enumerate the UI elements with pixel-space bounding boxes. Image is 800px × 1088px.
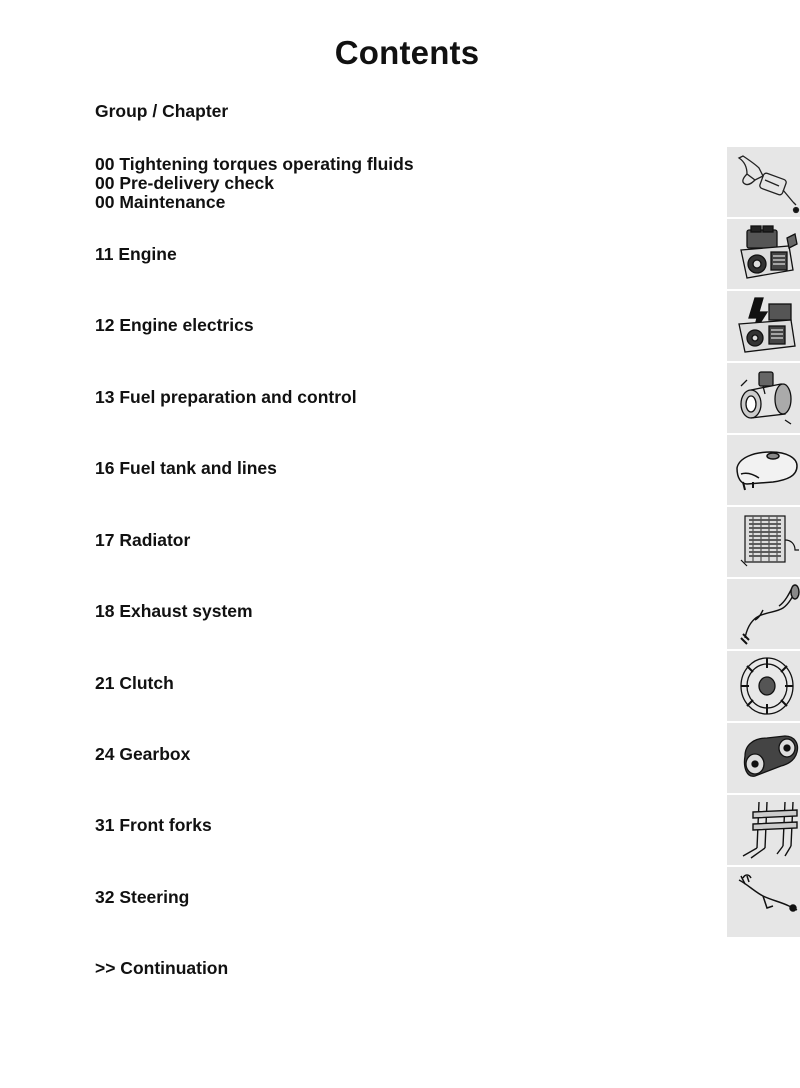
toc-entry-label[interactable]: 24 Gearbox xyxy=(95,744,191,764)
gearbox-belt-icon xyxy=(733,726,800,790)
fuel-tank-icon xyxy=(733,438,800,502)
toc-entry-radiator[interactable] xyxy=(95,531,190,550)
oil-can-icon xyxy=(733,150,800,214)
toc-entry-label[interactable]: 13 Fuel preparation and control xyxy=(95,387,357,407)
tab-engine-electrics[interactable] xyxy=(727,291,800,361)
clutch-icon xyxy=(733,654,800,718)
continuation-link[interactable]: >> Continuation xyxy=(95,958,229,978)
toc-entry-group-00[interactable] xyxy=(95,155,414,212)
toc-entry-label[interactable]: 12 Engine electrics xyxy=(95,315,254,335)
toc-entry-label[interactable]: 21 Clutch xyxy=(95,673,174,693)
toc-entry-label[interactable]: 00 Maintenance xyxy=(95,192,226,212)
tab-engine[interactable] xyxy=(727,219,800,289)
toc-entry-engine[interactable] xyxy=(95,245,177,264)
steering-icon xyxy=(733,870,800,934)
toc-entry-clutch[interactable] xyxy=(95,674,174,693)
toc-entry-fuel-preparation[interactable] xyxy=(95,388,357,407)
tab-clutch[interactable] xyxy=(727,651,800,721)
toc-entry-label[interactable]: 32 Steering xyxy=(95,887,190,907)
toc-entry-label[interactable]: 18 Exhaust system xyxy=(95,601,253,621)
engine-icon xyxy=(733,222,800,286)
toc-entry-steering[interactable] xyxy=(95,888,189,907)
toc-entry-label[interactable]: 16 Fuel tank and lines xyxy=(95,458,277,478)
toc-entry-label[interactable]: 00 Pre-delivery check xyxy=(95,173,275,193)
tab-group-00[interactable] xyxy=(727,147,800,217)
page-title: Contents xyxy=(334,34,480,71)
toc-entry-label[interactable]: 00 Tightening torques operating fluids xyxy=(95,154,414,174)
chapter-tab-strip xyxy=(727,147,800,934)
toc-entry-label[interactable]: 11 Engine xyxy=(95,244,177,264)
engine-electrics-icon xyxy=(733,294,800,358)
tab-steering[interactable] xyxy=(727,867,800,937)
tab-front-forks[interactable] xyxy=(727,795,800,865)
toc-entry-label[interactable]: 17 Radiator xyxy=(95,530,191,550)
tab-radiator[interactable] xyxy=(727,507,800,577)
toc-entry-fuel-tank[interactable] xyxy=(95,459,277,478)
tab-gearbox[interactable] xyxy=(727,723,800,793)
toc-entry-front-forks[interactable] xyxy=(95,816,212,835)
front-forks-icon xyxy=(733,798,800,862)
tab-fuel-preparation[interactable] xyxy=(727,363,800,433)
toc-entry-label[interactable]: 31 Front forks xyxy=(95,815,212,835)
group-chapter-heading: Group / Chapter xyxy=(95,101,229,121)
toc-entry-gearbox[interactable] xyxy=(95,745,190,764)
tab-fuel-tank[interactable] xyxy=(727,435,800,505)
exhaust-icon xyxy=(733,582,800,646)
radiator-icon xyxy=(733,510,800,574)
toc-entry-engine-electrics[interactable] xyxy=(95,316,254,335)
throttle-body-icon xyxy=(733,366,800,430)
toc-entry-exhaust[interactable] xyxy=(95,602,253,621)
tab-exhaust[interactable] xyxy=(727,579,800,649)
